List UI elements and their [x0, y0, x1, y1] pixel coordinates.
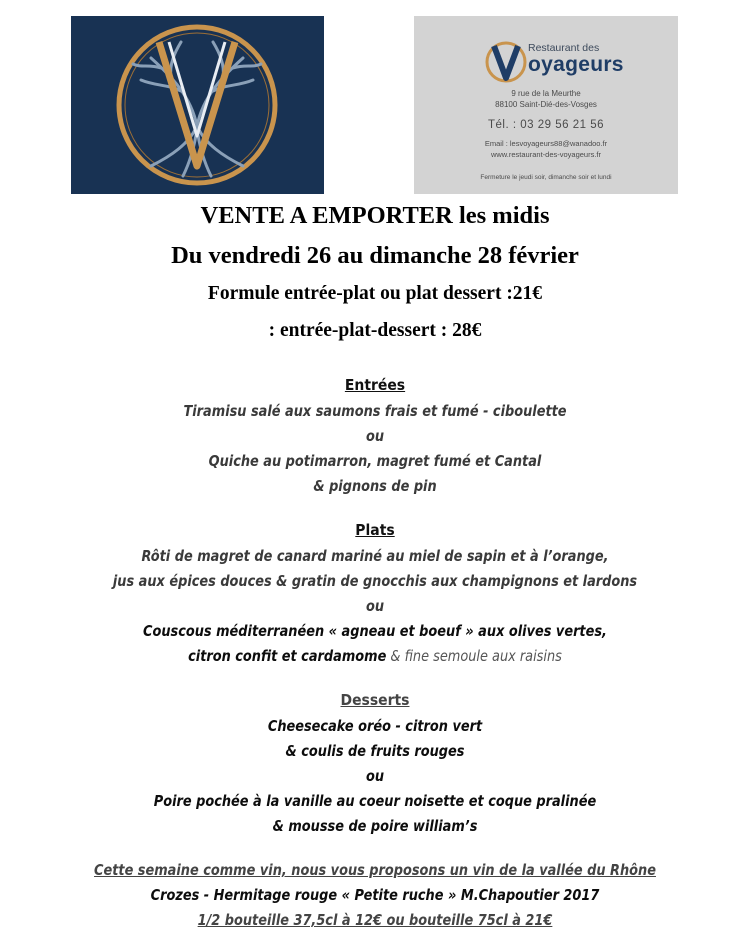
restaurant-business-card: [414, 16, 678, 194]
plat-item-detail: jus aux épices douces & gratin de gnocchis aux champignons et lardons: [112, 572, 638, 590]
address-line-1: 9 rue de la Meurthe: [511, 89, 581, 98]
phone-number: Tél. : 03 29 56 21 56: [488, 119, 604, 131]
plat-detail-plain: & fine semoule aux raisins: [386, 647, 562, 665]
entree-item: Quiche au potimarron, magret fumé et Cantal: [208, 452, 542, 470]
email-address: Email : lesvoyageurs88@wanadoo.fr: [484, 139, 608, 148]
wine-name: Crozes - Hermitage rouge « Petite ruche » M.Chapoutier 2017: [150, 886, 600, 904]
wine-prices: 1/2 bouteille 37,5cl à 12€ ou bouteille 75cl à 21€: [197, 911, 553, 929]
dessert-item: Cheesecake oréo - citron vert: [267, 717, 483, 735]
formula-price-1: Formule entrée-plat ou plat dessert :21€: [207, 283, 543, 304]
plat-item: Rôti de magret de canard mariné au miel de sapin et à l’orange,: [141, 547, 609, 565]
formula-price-2: : entrée-plat-dessert : 28€: [268, 320, 482, 341]
plats-heading: Plats: [355, 521, 395, 539]
v-brand-icon: [484, 40, 528, 84]
dessert-item-detail: & coulis de fruits rouges: [285, 742, 465, 760]
closing-hours: Fermeture le jeudi soir, dimanche soir et lundi: [480, 174, 612, 181]
dessert-item: Poire pochée à la vanille au coeur noisette et coque pralinée: [153, 792, 597, 810]
dessert-separator: ou: [365, 767, 385, 785]
plat-item: Couscous méditerranéen « agneau et boeuf » aux olives vertes,: [143, 622, 607, 640]
desserts-heading: Desserts: [340, 691, 410, 709]
tree-monogram-logo-icon: [71, 16, 324, 194]
wine-intro: Cette semaine comme vin, nous vous proposons un vin de la vallée du Rhône: [94, 861, 656, 879]
brand-mark: [484, 40, 624, 84]
entree-item: Tiramisu salé aux saumons frais et fumé - ciboulette: [183, 402, 567, 420]
dessert-item-detail: & mousse de poire william’s: [272, 817, 478, 835]
restaurant-logo: [71, 16, 324, 194]
date-range: Du vendredi 26 au dimanche 28 février: [171, 242, 579, 269]
address-line-2: 88100 Saint-Dié-des-Vosges: [495, 100, 597, 109]
plat-item-detail: [53, 647, 698, 665]
plat-separator: ou: [365, 597, 385, 615]
brand-small-text: Restaurant des: [528, 42, 600, 54]
brand-name: oyageurs: [528, 53, 624, 76]
entree-item-detail: & pignons de pin: [313, 477, 437, 495]
entree-separator: ou: [365, 427, 385, 445]
plat-detail-bold: citron confit et cardamome: [188, 647, 387, 665]
website: www.restaurant-des-voyageurs.fr: [490, 150, 602, 159]
page-title: VENTE A EMPORTER les midis: [200, 202, 550, 229]
entrees-heading: Entrées: [344, 376, 406, 394]
